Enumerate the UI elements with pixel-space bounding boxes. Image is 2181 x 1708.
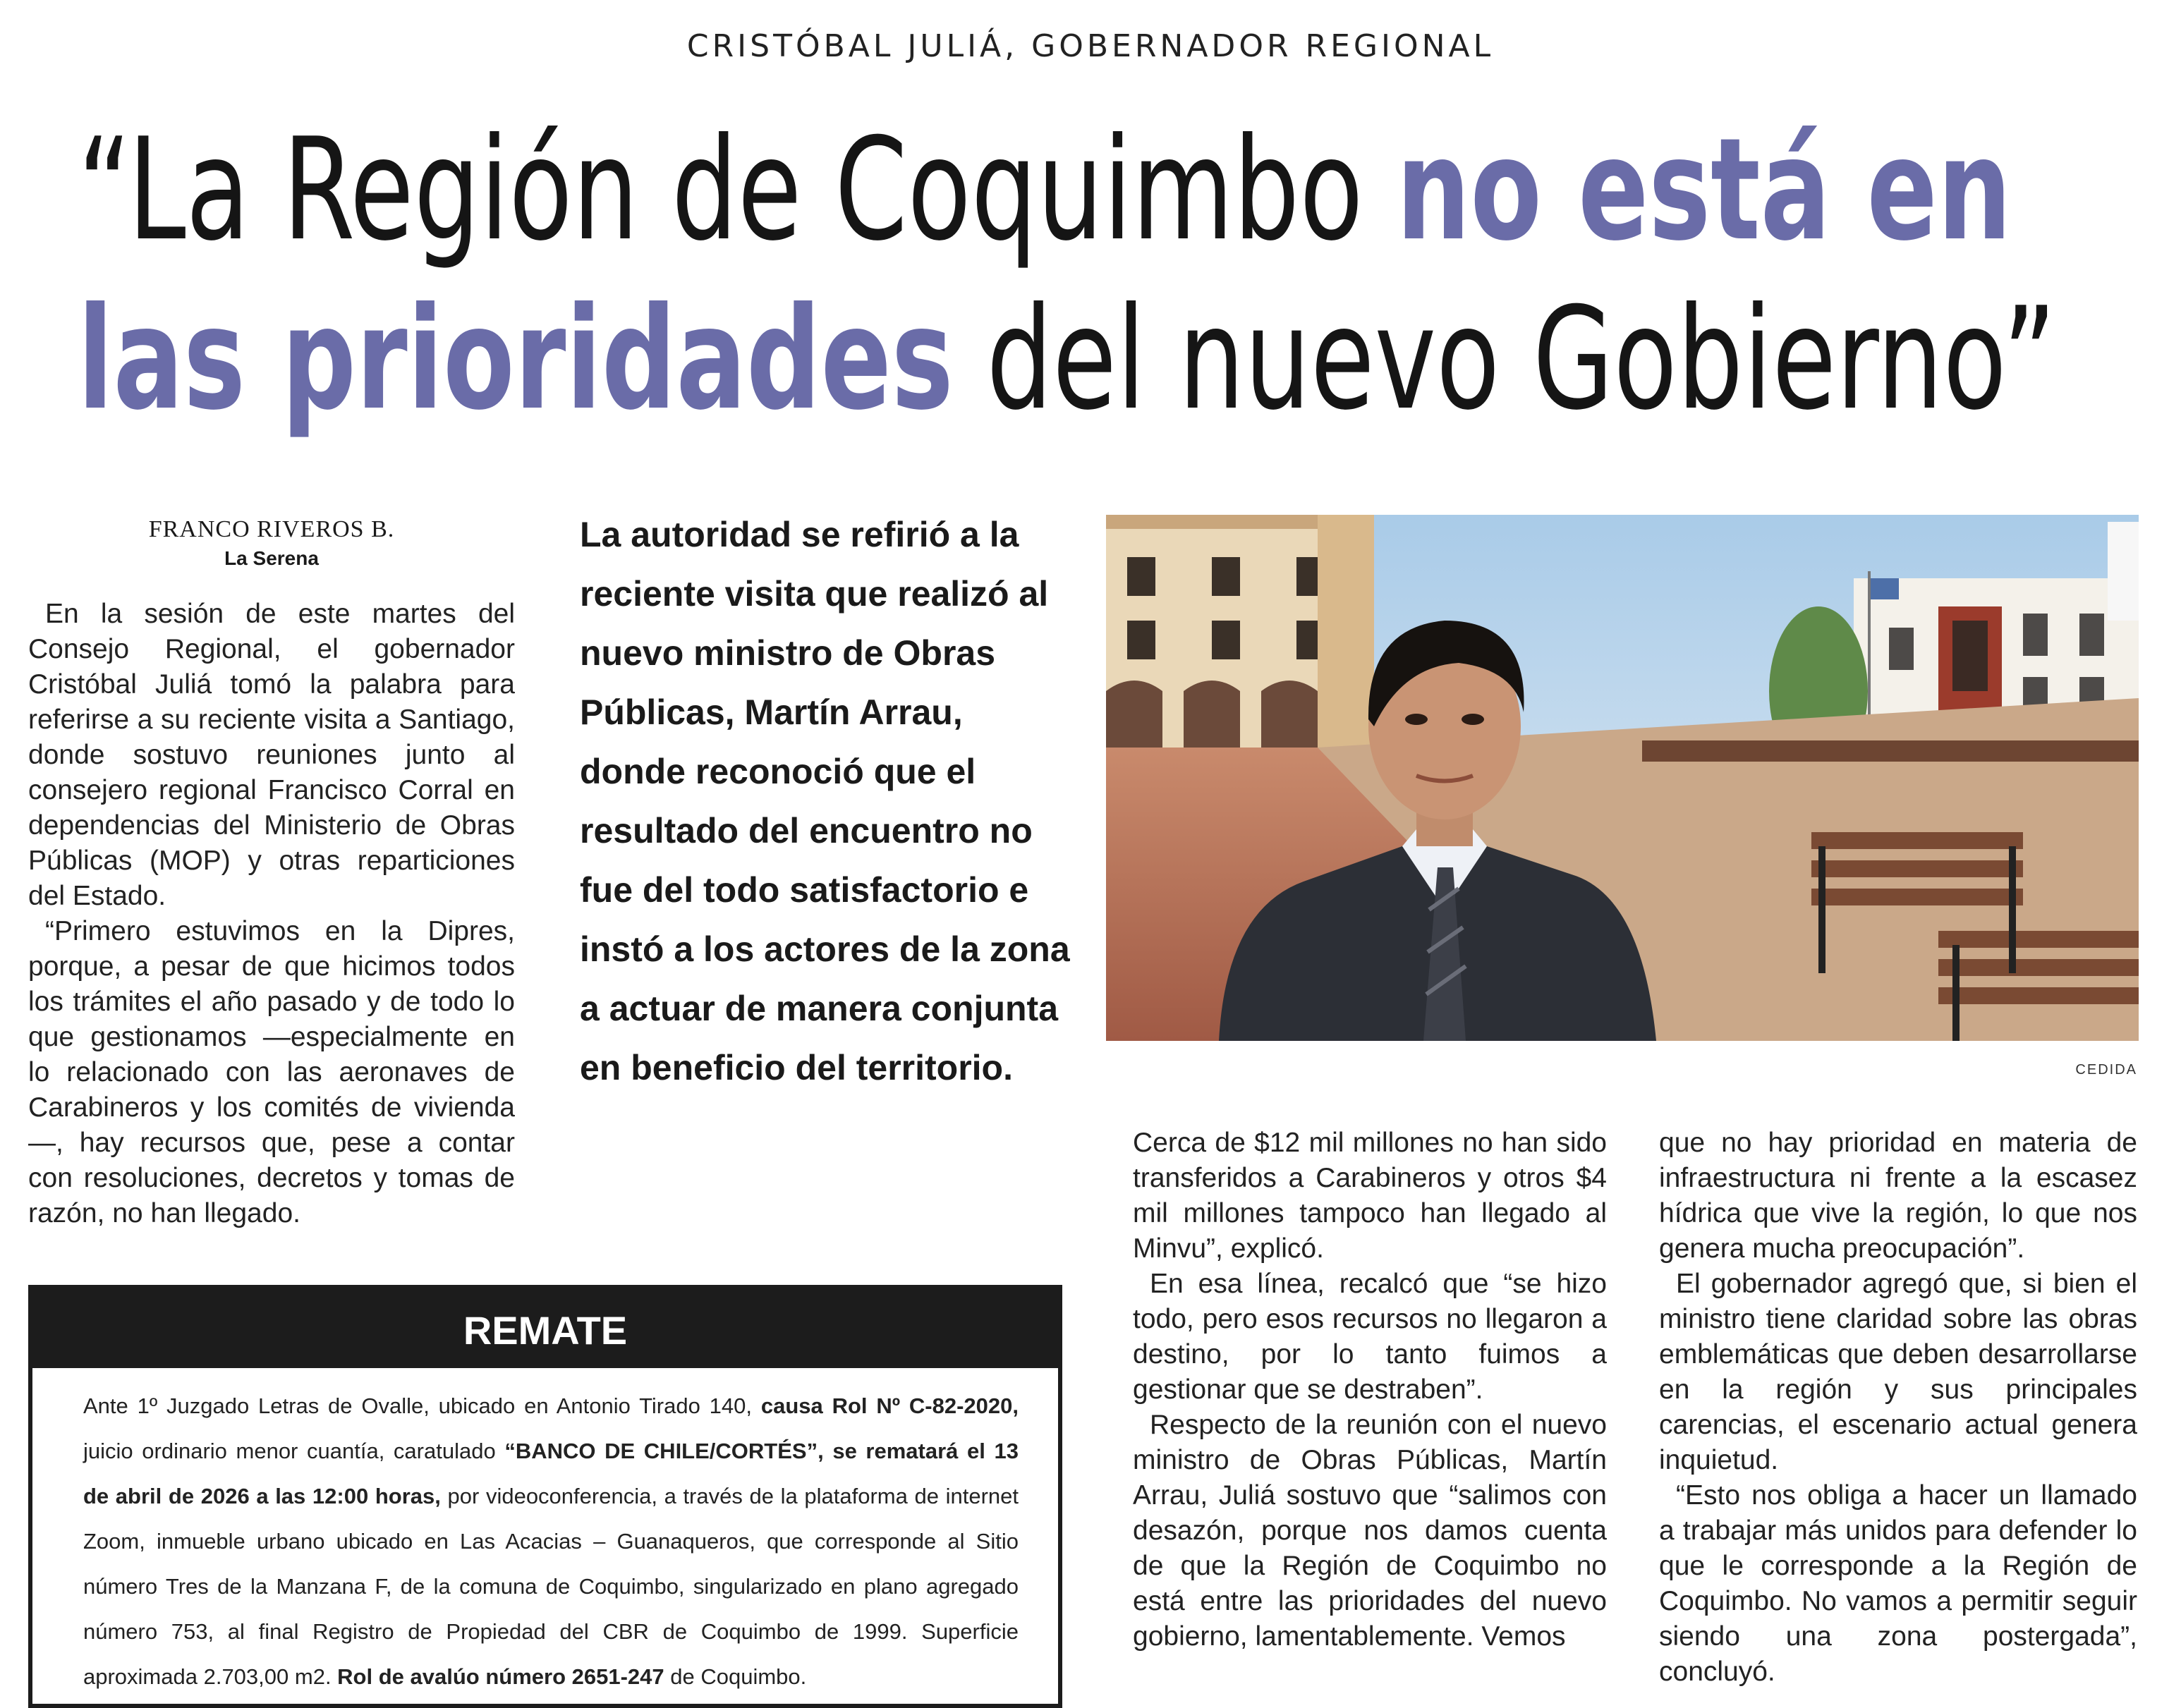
headline [78,106,2057,444]
paragraph: “Primero estuvimos en la Dipres, porque, a pesar de que hicimos todos los trámites el año pasado y de todo lo que gestionamos —especialmente en lo relacionado con las aeronaves de Carabineros y los comités de vivienda—, hay recursos que, pese a contar con resoluciones, decretos y tomas de razón, no han llegado. [28,916,515,1228]
headline-highlight1: no está en [1396,108,2012,272]
remate-text: Ante 1º Juzgado Letras de Ovalle, ubicado en Antonio Tirado 140, [83,1393,761,1418]
byline-author: FRANCO RIVEROS B. [148,516,395,542]
paragraph: En la sesión de este martes del Consejo Regional, el gobernador Cristóbal Juliá tomó la palabra para referirse a su reciente visita a Santiago, donde sostuvo reuniones junto al consejero regional Francisco Corral en dependencias del Ministerio de Obras Públicas (MOP) y otras reparticiones del Estado. [28,599,515,911]
photo-credit: CEDIDA [2075,1062,2137,1078]
remate-text: por videoconferencia, a través de la plataforma de internet Zoom, inmueble urbano ubicado en Las Acacias – Guanaqueros, que corresponde al Sitio número Tres de la Manzana F, de la comuna de Coquimbo, singularizado en plano agregado número 753, al final Registro de Propiedad del CBR de Coquimbo de 1999. Superficie aproximada 2.703,00 m2. [83,1484,1019,1689]
paragraph: que no hay prioridad en materia de infraestructura ni frente a la escasez hídrica que vive la región, lo que nos genera mucha preocupación”. [1659,1128,2137,1264]
remate-text: de Coquimbo. [664,1664,807,1689]
article-column-3 [1133,1126,1607,1654]
headline-part2: del nuevo Gobierno” [953,277,2057,441]
article-column-1 [28,597,515,1231]
paragraph: “Esto nos obliga a hacer un llamado a trabajar más unidos para defender lo que le corresponde a la Región de Coquimbo. No vamos a permitir seguir siendo una zona postergada”, concluyó. [1659,1480,2137,1687]
remate-bold: causa Rol Nº C-82-2020, [760,1393,1019,1418]
byline-place: La Serena [224,547,319,569]
remate-notice [28,1285,1062,1708]
kicker: CRISTÓBAL JULIÁ, GOBERNADOR REGIONAL [686,28,1495,64]
headline-highlight2: las prioridades [78,277,954,441]
paragraph: Respecto de la reunión con el nuevo ministro de Obras Públicas, Martín Arrau, Juliá sostuvo que “salimos con desazón, porque nos damos cuenta de que la Región de Coquimbo no está entre las prioridades del nuevo gobierno, lamentablemente. Vemos [1133,1410,1607,1652]
headline-part1: “La Región de Coquimbo [78,108,1397,272]
article-column-4 [1659,1126,2137,1690]
remate-body [32,1368,1058,1700]
remate-bold: “BANCO DE CHILE/CORTÉS”, se rematará el 13 de abril de 2026 a las 12:00 horas, [83,1439,1019,1508]
remate-bold: Rol de avalúo número 2651-247 [337,1664,664,1689]
paragraph: El gobernador agregó que, si bien el ministro tiene claridad sobre las obras emblemáticas que deben desarrollarse en la región y sus principales carencias, el escenario actual genera inquietud. [1659,1269,2137,1475]
governor-photo [1106,515,2139,1041]
lead-paragraph: La autoridad se refirió a la reciente visita que realizó al nuevo ministro de Obras Públicas, Martín Arrau, donde reconoció que el resultado del encuentro no fue del todo satisfactorio e instó a los actores de la zona a actuar de manera conjunta en beneficio del territorio. [580,515,1070,1087]
remate-text: juicio ordinario menor cuantía, caratulado [83,1439,505,1463]
remate-title: REMATE [32,1289,1058,1368]
byline [28,516,515,570]
paragraph: Cerca de $12 mil millones no han sido transferidos a Carabineros y otros $4 mil millones tampoco han llegado al Minvu”, explicó. [1133,1128,1607,1264]
paragraph: En esa línea, recalcó que “se hizo todo, pero esos recursos no llegaron a destino, por lo tanto fuimos a gestionar que se destraben”. [1133,1269,1607,1405]
